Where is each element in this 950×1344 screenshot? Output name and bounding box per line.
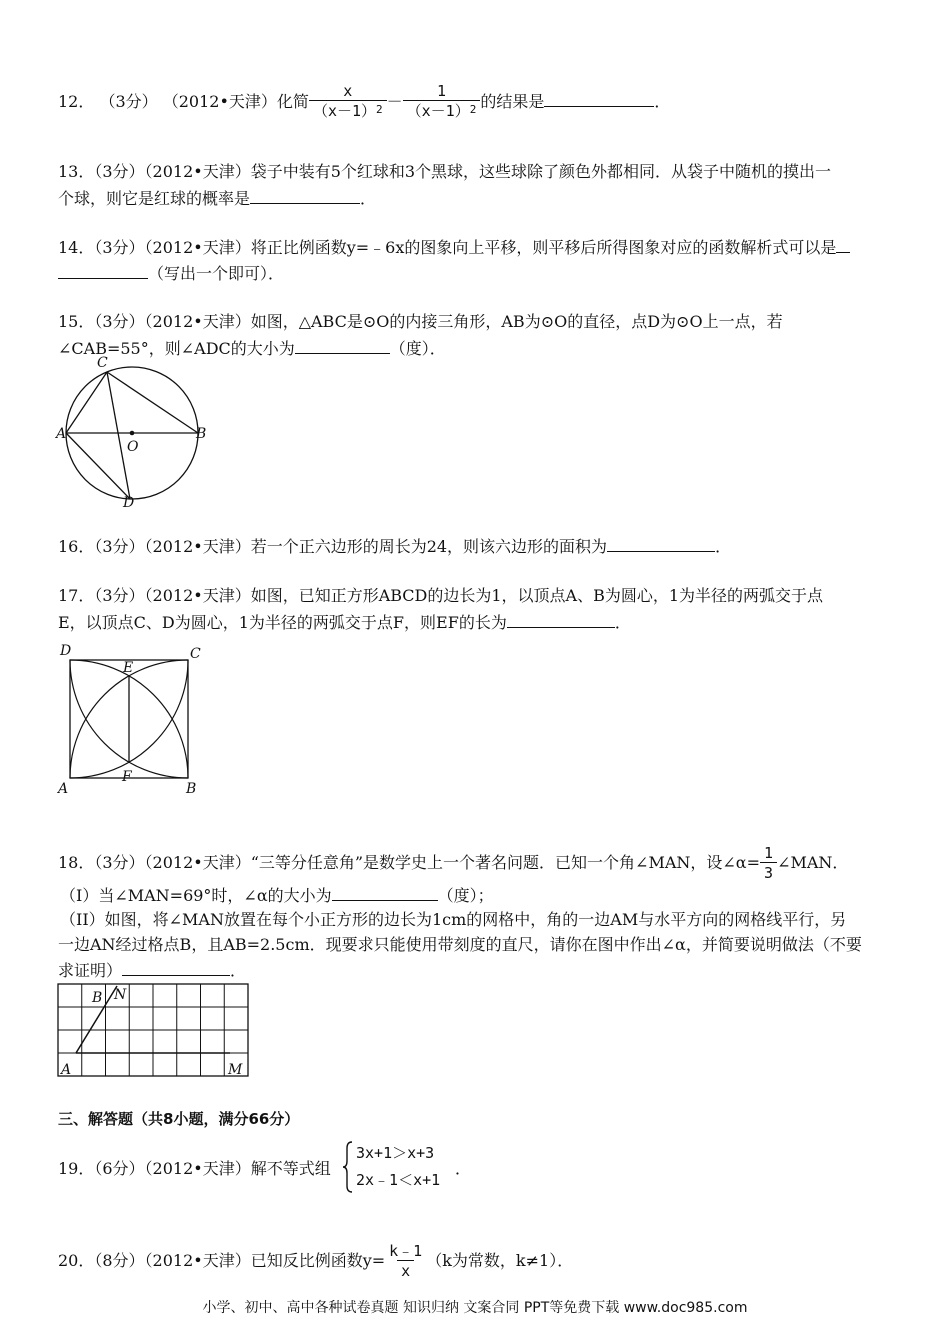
q20-tail: （k为常数，k≠1）． (426, 1251, 574, 1270)
q19-brace-icon (342, 1140, 354, 1194)
q19-inequality-1: 3x+1＞x+3 (356, 1144, 435, 1162)
q17-end: ． (614, 613, 631, 632)
question-12 (58, 82, 670, 123)
q12-fraction-2 (403, 82, 481, 123)
q12-frac1-numerator: x (343, 82, 353, 100)
q18-part2-line-1: （II）如图，将∠MAN放置在每个小正方形的边长为1cm的网格中，角的一边AM与水平方向的网格线平行，另 (60, 910, 847, 929)
q18-grid-figure (56, 982, 252, 1080)
q12-minus: － (386, 92, 403, 111)
q15-label-c: C (97, 355, 108, 371)
q13-text: 个球，则它是红球的概率是 (58, 189, 251, 208)
q17-line-1: 17．（3分）（2012•天津）如图，已知正方形ABCD的边长为1，以顶点A、B为圆心，1为半径的两弧交于点 (58, 586, 824, 605)
q15-segment-cb (107, 372, 198, 433)
q15-label-o: O (127, 439, 139, 455)
q12-frac2-denominator (403, 100, 481, 123)
q15-line-1: 15．（3分）（2012•天津）如图，△ABC是⊙O的内接三角形，AB为⊙O的直径，点D为⊙O上一点，若 (58, 312, 783, 331)
q12-frac1-exponent: 2 (376, 103, 383, 116)
q18-part2-line-2: 一边AN经过格点B，且AB=2.5cm．现要求只能使用带刻度的直尺，请你在图中作出∠α，并简要说明做法（不要 (58, 935, 862, 954)
q12-tail: 的结果是 (480, 92, 545, 111)
section-3-heading: 三、解答题（共8小题，满分66分） (58, 1110, 300, 1128)
q12-frac2-numerator: 1 (436, 82, 446, 100)
q15-segment-cd (107, 372, 130, 499)
q15-segment-ac (66, 372, 107, 433)
q18-part-1 (60, 884, 494, 907)
q18-text-end: ∠MAN． (777, 853, 849, 872)
q16-text: 16．（3分）（2012•天津）若一个正六边形的周长为24，则该六边形的面积为 (58, 537, 608, 556)
q15-label-a: A (56, 426, 67, 442)
q18-part2-line-3 (58, 959, 246, 982)
q12-source: （2012•天津） (162, 92, 277, 111)
q18-frac-numerator: 1 (764, 844, 774, 862)
q20-text: 20．（8分）（2012•天津）已知反比例函数y= (58, 1251, 386, 1270)
page-footer[interactable]: 小学、初中、高中各种试卷真题 知识归纳 文案合同 PPT等免费下载 www.doc985.com (202, 1300, 748, 1316)
q18-part1-text: （I）当∠MAN=69°时，∠α的大小为 (60, 886, 332, 905)
q17-line-2 (58, 611, 631, 634)
q18-part1-tail: （度）； (437, 886, 494, 905)
q18-grid-lines (58, 984, 248, 1076)
q12-fraction-1 (309, 82, 387, 123)
q20-frac-denominator: x (397, 1260, 414, 1281)
q12-frac1-denominator (309, 100, 387, 123)
q19-inequality-2: 2x﹣1＜x+1 (356, 1171, 441, 1189)
q19-end: ． (455, 1159, 472, 1178)
q12-text: 化简 (276, 92, 309, 111)
q12-frac2-den-text: （x－1） (406, 102, 470, 120)
q15-center-point (130, 431, 135, 436)
q18-fraction (760, 844, 777, 883)
q12-end: ． (654, 92, 671, 111)
q18-line-1 (58, 844, 848, 883)
q20-line-1 (58, 1242, 573, 1281)
q18-label-m: M (228, 1062, 243, 1078)
q17-label-d: D (60, 643, 72, 659)
q17-label-b: B (186, 781, 197, 797)
q20-fraction (385, 1242, 426, 1281)
q16-end: ． (715, 537, 732, 556)
q13-line-2 (58, 187, 376, 210)
q18-text: 18．（3分）（2012•天津）“三等分任意角”是数学史上一个著名问题．已知一个角∠MAN，设∠α= (58, 853, 761, 872)
q12-frac1-den-text: （x－1） (312, 102, 376, 120)
q18-frac-denominator: 3 (760, 862, 777, 883)
q15-text: ∠CAB=55°，则∠ADC的大小为 (58, 339, 295, 358)
q14-answer-blank[interactable] (58, 262, 148, 279)
q15-circle-figure (50, 352, 220, 512)
q17-label-a: A (58, 781, 69, 797)
q18-label-n: N (114, 987, 127, 1003)
q18-part2-text: 求证明） (58, 961, 123, 980)
q16-answer-blank[interactable] (607, 535, 715, 552)
q15-answer-blank[interactable] (295, 337, 390, 354)
q13-answer-blank[interactable] (250, 187, 360, 204)
q14-line-2 (58, 262, 284, 285)
q20-frac-numerator: k﹣1 (389, 1242, 423, 1260)
q18-part2-answer-blank[interactable] (122, 959, 230, 976)
q12-answer-blank[interactable] (544, 90, 654, 107)
q12-score: （3分） (99, 92, 158, 111)
q15-label-b: B (196, 426, 207, 442)
q17-label-c: C (190, 646, 201, 662)
q19-text: 19．（6分）（2012•天津）解不等式组 (58, 1159, 331, 1178)
q14-text: 14．（3分）（2012•天津）将正比例函数y=﹣6x的图象向上平移，则平移后所得图象对应的函数解析式可以是 (58, 238, 837, 257)
q18-end: ． (230, 961, 247, 980)
q12-number: 12． (58, 92, 95, 111)
q18-label-a: A (61, 1062, 72, 1078)
q17-square-figure (52, 640, 212, 800)
q17-answer-blank[interactable] (507, 611, 615, 628)
q18-label-b: B (92, 990, 103, 1006)
q15-tail: （度）． (389, 339, 446, 358)
q14-answer-blank-part1[interactable] (836, 236, 850, 253)
q13-end: ． (360, 189, 377, 208)
q14-line-1 (58, 236, 850, 259)
q15-label-d: D (123, 495, 135, 511)
q17-label-f: F (122, 769, 132, 785)
q13-line-1: 13．（3分）（2012•天津）袋子中装有5个红球和3个黑球，这些球除了颜色外都相同．从袋子中随机的摸出一 (58, 162, 832, 181)
q16-line-1 (58, 535, 731, 558)
q17-text: E，以顶点C、D为圆心，1为半径的两弧交于点F，则EF的长为 (58, 613, 507, 632)
q18-part1-answer-blank[interactable] (332, 884, 438, 901)
q12-frac2-exponent: 2 (469, 103, 477, 116)
q17-label-e: E (123, 660, 134, 676)
q14-tail: （写出一个即可）． (148, 264, 285, 283)
